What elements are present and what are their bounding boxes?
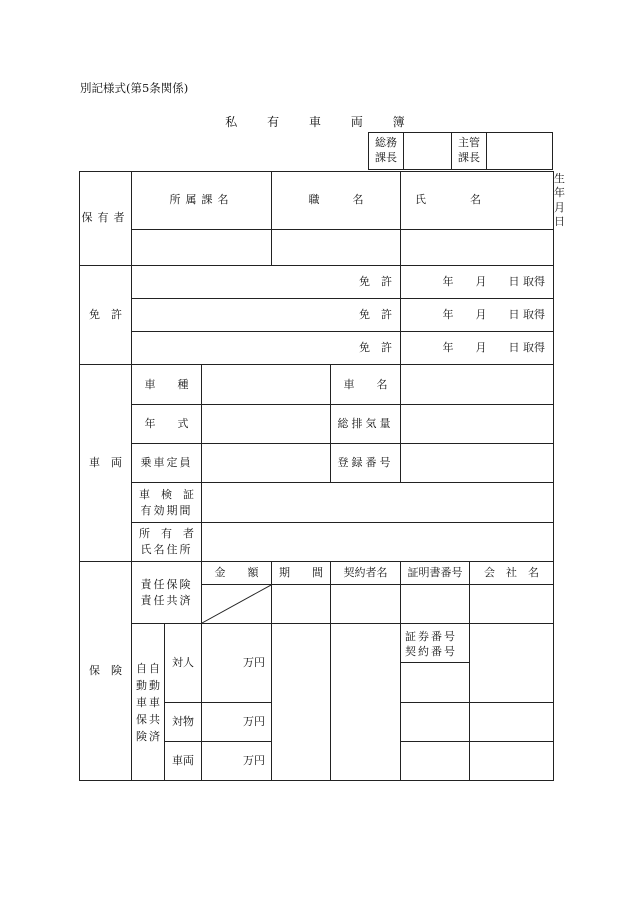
register-table: 保有者 所属課名 職 名 氏 名 生 年 月 日 免 許 免 許 年 月 日 取得 免 許 年 月 日 取得 免 許 年 月 日 取得 車 両 車 種 車 名 年 式 総排気量 乗車定員 登録番号 車 検 証 有効期間 所 有 者 氏名住所 保 険 責任保険 責任共済 金 額 期 間 契約者名 証明書番号 会 社 名 自 動 車 保 険 自 動 車 共 済 対人 万円 証券番号 契約番号 対物 万円 車両 万円 xyxy=(79,171,554,781)
holder-name-header: 氏 名 xyxy=(401,172,554,230)
soumu-line2: 課長 xyxy=(375,151,397,164)
car-type-label: 車 種 xyxy=(132,365,202,405)
license-label: 免 許 xyxy=(80,266,132,365)
property-company-field[interactable] xyxy=(470,703,554,742)
cert-no-header: 証明書番号 xyxy=(401,562,470,585)
voluntary-char: 自 xyxy=(149,661,160,675)
reg-no-field[interactable] xyxy=(401,444,554,483)
vehicle-damage-company-field[interactable] xyxy=(470,742,554,781)
capacity-label: 乗車定員 xyxy=(132,444,202,483)
voluntary-char: 車 xyxy=(149,695,160,709)
voluntary-col-a xyxy=(135,660,148,745)
voluntary-char: 動 xyxy=(136,678,147,692)
voluntary-period-field[interactable] xyxy=(272,624,331,781)
inspection-field[interactable] xyxy=(202,483,554,523)
bodily-amount[interactable]: 万円 xyxy=(202,624,272,703)
diagonal-slash xyxy=(202,585,271,623)
insurance-label: 保 険 xyxy=(80,562,132,781)
compulsory-line2: 責任共済 xyxy=(140,593,193,607)
shukan-label xyxy=(452,133,487,170)
shukan-stamp-field[interactable] xyxy=(487,133,553,170)
holder-title-field[interactable] xyxy=(272,230,401,266)
amount-header: 金 額 xyxy=(202,562,272,585)
bodily-cert-field[interactable] xyxy=(401,663,470,703)
model-year-label: 年 式 xyxy=(132,405,202,444)
voluntary-label-grid xyxy=(135,660,161,745)
cert-no-label xyxy=(401,624,470,663)
license-kind-1[interactable]: 免 許 xyxy=(132,266,401,299)
license-kind-2[interactable]: 免 許 xyxy=(132,299,401,332)
license-date-1[interactable]: 年 月 日 取得 xyxy=(401,266,554,299)
reg-no-label: 登録番号 xyxy=(331,444,401,483)
vehicle-damage-amount[interactable]: 万円 xyxy=(202,742,272,781)
license-kind-3[interactable]: 免 許 xyxy=(132,332,401,365)
inspection-label xyxy=(132,483,202,523)
holder-name-field[interactable] xyxy=(401,230,554,266)
property-label: 対物 xyxy=(165,703,202,742)
title-char: 車 xyxy=(308,115,321,129)
page-title xyxy=(0,113,630,130)
cert-line1: 証券番号 xyxy=(405,630,458,644)
voluntary-char: 動 xyxy=(149,678,160,692)
voluntary-label xyxy=(132,624,165,781)
shukan-line1: 主管 xyxy=(458,136,480,150)
license-date-3[interactable]: 年 月 日 取得 xyxy=(401,332,554,365)
soumu-line1: 総務 xyxy=(375,136,397,150)
voluntary-char: 自 xyxy=(136,661,147,675)
cert-line2: 契約番号 xyxy=(405,645,458,659)
title-char: 両 xyxy=(350,115,363,129)
capacity-field[interactable] xyxy=(202,444,331,483)
owner-label xyxy=(132,523,202,562)
car-name-field[interactable] xyxy=(401,365,554,405)
car-name-label: 車 名 xyxy=(331,365,401,405)
holder-label: 保有者 xyxy=(80,172,132,266)
voluntary-col-b xyxy=(148,660,161,745)
voluntary-char: 共 xyxy=(149,712,160,726)
owner-field[interactable] xyxy=(202,523,554,562)
bodily-company-field[interactable] xyxy=(470,624,554,703)
displacement-label: 総排気量 xyxy=(331,405,401,444)
vehicle-damage-label: 車両 xyxy=(165,742,202,781)
owner-line1: 所 有 者 xyxy=(139,527,194,541)
compulsory-amount-slashed xyxy=(202,585,272,624)
compulsory-company-field[interactable] xyxy=(470,585,554,624)
title-char: 私 xyxy=(225,115,238,129)
voluntary-contractor-field[interactable] xyxy=(331,624,401,781)
inspection-line1: 車 検 証 xyxy=(139,487,194,501)
property-cert-field[interactable] xyxy=(401,703,470,742)
compulsory-cert-field[interactable] xyxy=(401,585,470,624)
contractor-header: 契約者名 xyxy=(331,562,401,585)
property-amount[interactable]: 万円 xyxy=(202,703,272,742)
bodily-label: 対人 xyxy=(165,624,202,703)
compulsory-period-field[interactable] xyxy=(272,585,331,624)
holder-dept-field[interactable] xyxy=(132,230,272,266)
approval-table xyxy=(368,132,553,170)
company-header: 会 社 名 xyxy=(470,562,554,585)
displacement-field[interactable] xyxy=(401,405,554,444)
soumu-stamp-field[interactable] xyxy=(404,133,452,170)
car-type-field[interactable] xyxy=(202,365,331,405)
compulsory-label xyxy=(132,562,202,624)
form-reference: 別記様式(第5条関係) xyxy=(80,81,189,95)
vehicle-label: 車 両 xyxy=(80,365,132,562)
period-header: 期 間 xyxy=(272,562,331,585)
title-char: 簿 xyxy=(392,115,405,129)
inspection-line2: 有効期間 xyxy=(140,503,193,517)
soumu-label xyxy=(369,133,404,170)
title-char: 有 xyxy=(267,115,280,129)
voluntary-char: 車 xyxy=(136,695,147,709)
vehicle-damage-cert-field[interactable] xyxy=(401,742,470,781)
model-year-field[interactable] xyxy=(202,405,331,444)
compulsory-line1: 責任保険 xyxy=(140,578,193,592)
voluntary-char: 保 xyxy=(136,712,147,726)
owner-line2: 氏名住所 xyxy=(140,543,193,557)
holder-dept-header: 所属課名 xyxy=(132,172,272,230)
license-date-2[interactable]: 年 月 日 取得 xyxy=(401,299,554,332)
compulsory-contractor-field[interactable] xyxy=(331,585,401,624)
voluntary-char: 険 xyxy=(136,729,147,743)
holder-title-header: 職 名 xyxy=(272,172,401,230)
shukan-line2: 課長 xyxy=(458,151,480,164)
voluntary-char: 済 xyxy=(149,729,160,743)
